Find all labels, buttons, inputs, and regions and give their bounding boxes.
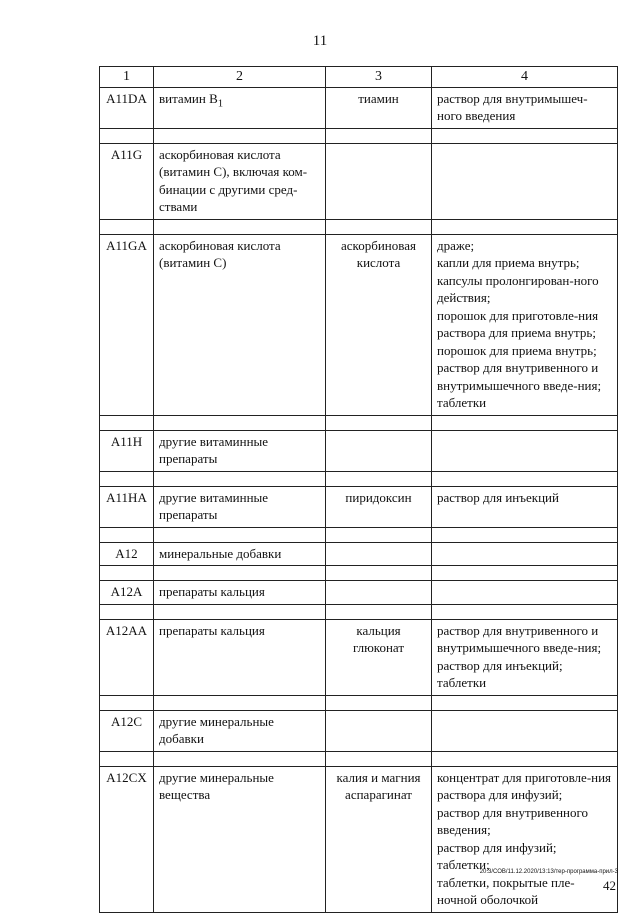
spacer-cell — [154, 471, 326, 486]
dosage-form: раствор для инфузий; — [437, 839, 557, 855]
anatomic-group-cell — [154, 581, 326, 605]
spacer-cell — [326, 527, 432, 542]
table-row — [100, 619, 618, 695]
dosage-form: раствор для инъекций — [437, 489, 559, 505]
spacer-cell — [432, 604, 618, 619]
column-header: 4 — [432, 67, 618, 88]
table-row — [100, 486, 618, 527]
spacer-cell — [432, 751, 618, 766]
dosage-forms-cell — [432, 87, 618, 128]
drug-table — [99, 66, 618, 913]
page-number: 11 — [312, 33, 328, 49]
group-name: другие витаминные препараты — [159, 489, 269, 522]
atc-code-cell: A11G — [100, 143, 154, 219]
drug-name-cell — [326, 430, 432, 471]
spacer-cell — [326, 566, 432, 581]
anatomic-group-cell — [154, 766, 326, 912]
group-name: препараты кальция — [159, 622, 265, 638]
table-row — [100, 766, 618, 912]
spacer-cell — [100, 604, 154, 619]
spacer-cell — [100, 566, 154, 581]
drug-name-cell: аскорбиновая кислота — [326, 234, 432, 415]
group-name: минеральные добавки — [159, 545, 282, 561]
dosage-form: таблетки — [437, 395, 487, 410]
spacer-cell — [326, 415, 432, 430]
drug-name-cell: тиамин — [326, 87, 432, 128]
group-name-subscript: 1 — [217, 97, 224, 110]
table-row — [100, 710, 618, 751]
table-row — [100, 143, 618, 219]
spacer-cell — [154, 128, 326, 143]
sheet-number: 42 — [603, 878, 616, 893]
atc-code-cell: A11HA — [100, 486, 154, 527]
dosage-form: концентрат для приготовле-ния раствора для инфузий; — [437, 769, 612, 802]
drug-name-cell: кальция глюконат — [326, 619, 432, 695]
column-header: 1 — [100, 67, 154, 88]
dosage-forms-cell — [432, 486, 618, 527]
spacer-cell — [154, 695, 326, 710]
dosage-forms-cell — [432, 430, 618, 471]
row-spacer — [100, 695, 618, 710]
spacer-cell — [432, 471, 618, 486]
dosage-forms-cell — [432, 710, 618, 751]
spacer-cell — [432, 128, 618, 143]
dosage-forms-cell — [432, 143, 618, 219]
spacer-cell — [326, 751, 432, 766]
row-spacer — [100, 471, 618, 486]
dosage-forms-cell — [432, 766, 618, 912]
anatomic-group-cell — [154, 234, 326, 415]
row-spacer — [100, 751, 618, 766]
dosage-form: капсулы пролонгирован-ного действия; — [437, 272, 599, 305]
row-spacer — [100, 415, 618, 430]
group-name: другие минеральные добавки — [159, 713, 274, 746]
dosage-forms-cell — [432, 542, 618, 566]
dosage-form: таблетки, покрытые пле-ночной оболочкой — [437, 874, 575, 907]
document-footer-code: 20.3/СОВ/11.12.2020/13:13/тер-программа-прил-3 — [479, 869, 618, 875]
atc-code-cell: A12CX — [100, 766, 154, 912]
row-spacer — [100, 604, 618, 619]
spacer-cell — [100, 219, 154, 234]
spacer-cell — [326, 219, 432, 234]
drug-name-cell — [326, 542, 432, 566]
spacer-cell — [100, 751, 154, 766]
dosage-form: раствор для внутривенного и внутримышечного введе-ния; — [437, 360, 602, 393]
atc-code-cell: A11H — [100, 430, 154, 471]
spacer-cell — [432, 219, 618, 234]
spacer-cell — [154, 751, 326, 766]
spacer-cell — [154, 566, 326, 581]
dosage-form: порошок для приготовле-ния раствора для приема внутрь; — [437, 307, 599, 340]
spacer-cell — [100, 471, 154, 486]
table-row — [100, 87, 618, 128]
spacer-cell — [154, 527, 326, 542]
spacer-cell — [100, 128, 154, 143]
spacer-cell — [326, 695, 432, 710]
group-name: аскорбиновая кислота (витамин С) — [159, 237, 281, 270]
table-row — [100, 234, 618, 415]
atc-code-cell: A11GA — [100, 234, 154, 415]
spacer-cell — [326, 128, 432, 143]
spacer-cell — [432, 527, 618, 542]
group-name: препараты кальция — [159, 584, 265, 599]
spacer-cell — [154, 415, 326, 430]
group-name: витамин B — [159, 90, 218, 106]
dosage-form: капли для приема внутрь; — [437, 255, 580, 270]
dosage-form: таблетки — [437, 675, 487, 690]
group-name: аскорбиновая кислота (витамин С), включая ком-бинации с другими сред-ствами — [159, 146, 308, 214]
spacer-cell — [432, 566, 618, 581]
dosage-forms-cell — [432, 619, 618, 695]
anatomic-group-cell — [154, 87, 326, 128]
dosage-form: раствор для инъекций; — [437, 657, 563, 673]
anatomic-group-cell — [154, 430, 326, 471]
row-spacer — [100, 566, 618, 581]
dosage-forms-cell — [432, 581, 618, 605]
dosage-form: раствор для внутримышеч-ного введения — [437, 90, 588, 123]
table-row — [100, 430, 618, 471]
table-header-row — [100, 67, 618, 88]
column-header: 3 — [326, 67, 432, 88]
spacer-cell — [432, 415, 618, 430]
dosage-form: раствор для внутривенного введения; — [437, 804, 588, 837]
anatomic-group-cell — [154, 710, 326, 751]
row-spacer — [100, 128, 618, 143]
anatomic-group-cell — [154, 542, 326, 566]
spacer-cell — [326, 604, 432, 619]
drug-name-cell — [326, 143, 432, 219]
spacer-cell — [432, 695, 618, 710]
spacer-cell — [100, 415, 154, 430]
atc-code-cell: A12A — [100, 581, 154, 605]
group-name: другие минеральные вещества — [159, 769, 274, 802]
column-header: 2 — [154, 67, 326, 88]
group-name: другие витаминные препараты — [159, 433, 269, 466]
spacer-cell — [100, 695, 154, 710]
anatomic-group-cell — [154, 486, 326, 527]
spacer-cell — [326, 471, 432, 486]
spacer-cell — [154, 219, 326, 234]
dosage-forms-cell — [432, 234, 618, 415]
drug-name-cell: калия и магния аспарагинат — [326, 766, 432, 912]
dosage-form: драже; — [437, 237, 475, 253]
anatomic-group-cell — [154, 619, 326, 695]
spacer-cell — [154, 604, 326, 619]
dosage-form: таблетки; — [437, 857, 490, 872]
drug-name-cell — [326, 581, 432, 605]
drug-name-cell: пиридоксин — [326, 486, 432, 527]
table-row — [100, 581, 618, 605]
dosage-form: порошок для приема внутрь; — [437, 342, 597, 358]
atc-code-cell: A12 — [100, 542, 154, 566]
table-row — [100, 542, 618, 566]
atc-code-cell: A11DA — [100, 87, 154, 128]
atc-code-cell: A12AA — [100, 619, 154, 695]
row-spacer — [100, 219, 618, 234]
anatomic-group-cell — [154, 143, 326, 219]
spacer-cell — [100, 527, 154, 542]
drug-name-cell — [326, 710, 432, 751]
dosage-form: раствор для внутривенного и внутримышечного введе-ния; — [437, 622, 602, 655]
atc-code-cell: A12C — [100, 710, 154, 751]
row-spacer — [100, 527, 618, 542]
